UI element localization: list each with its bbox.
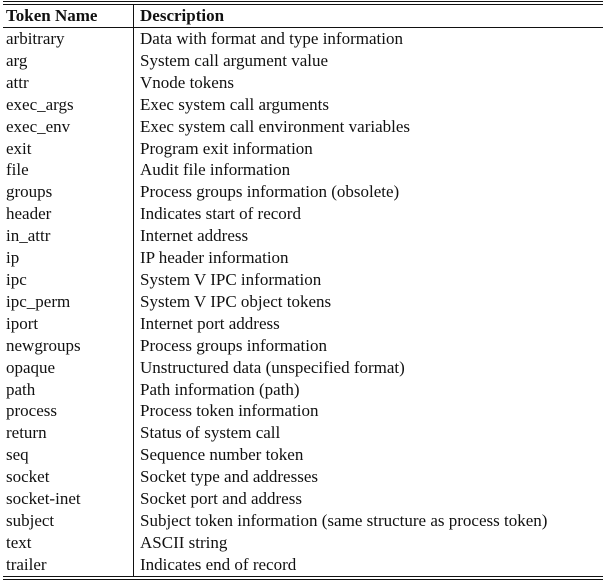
token-name-cell: socket — [3, 466, 134, 488]
token-name-cell: file — [3, 159, 134, 181]
header-description: Description — [140, 6, 225, 25]
table-row — [3, 400, 603, 422]
token-name-cell: socket-inet — [3, 488, 134, 510]
token-name-cell: ipc_perm — [3, 291, 134, 313]
token-name-cell: path — [3, 379, 134, 401]
token-name-cell: arg — [3, 50, 134, 72]
description-cell: Indicates end of record — [140, 554, 297, 574]
token-name-cell: ipc — [3, 269, 134, 291]
description-cell: System V IPC object tokens — [140, 291, 332, 311]
token-name-cell: opaque — [3, 357, 134, 379]
header-row — [3, 5, 603, 27]
token-name-cell: iport — [3, 313, 134, 335]
token-name-cell: attr — [3, 72, 134, 94]
description-cell: Socket type and addresses — [140, 467, 318, 487]
table-body — [3, 28, 603, 576]
description-cell: ASCII string — [140, 532, 228, 552]
table-row — [3, 291, 603, 313]
header-token-name: Token Name — [3, 5, 134, 27]
description-cell: Sequence number token — [140, 445, 304, 465]
description-cell: Indicates start of record — [140, 204, 301, 224]
table-row — [3, 335, 603, 357]
table-row — [3, 466, 603, 488]
token-name-cell: exec_args — [3, 94, 134, 116]
table-row — [3, 488, 603, 510]
table-header — [3, 5, 603, 27]
token-name-cell: groups — [3, 181, 134, 203]
table-row — [3, 181, 603, 203]
description-cell: Socket port and address — [140, 489, 302, 509]
table-row — [3, 159, 603, 181]
token-name-cell: ip — [3, 247, 134, 269]
table-row — [3, 28, 603, 50]
table-row — [3, 138, 603, 160]
description-cell: Process token information — [140, 401, 319, 421]
description-cell: Exec system call arguments — [140, 94, 329, 114]
token-name-cell: newgroups — [3, 335, 134, 357]
table-row — [3, 357, 603, 379]
token-table — [3, 5, 603, 27]
table-row — [3, 94, 603, 116]
bottom-rule — [3, 579, 603, 580]
table-row — [3, 422, 603, 444]
description-cell: Exec system call environment variables — [140, 116, 411, 136]
table-row — [3, 50, 603, 72]
token-name-cell: text — [3, 532, 134, 554]
description-cell: Internet port address — [140, 313, 280, 333]
table-row — [3, 203, 603, 225]
description-cell: Path information (path) — [140, 379, 300, 399]
description-cell: Status of system call — [140, 423, 281, 443]
token-name-cell: return — [3, 422, 134, 444]
description-cell: System V IPC information — [140, 269, 322, 289]
token-name-cell: exit — [3, 138, 134, 160]
token-name-cell: subject — [3, 510, 134, 532]
token-name-cell: exec_env — [3, 116, 134, 138]
description-cell: Process groups information — [140, 335, 327, 355]
top-rule — [3, 1, 603, 2]
token-name-cell: process — [3, 400, 134, 422]
description-cell: Subject token information (same structure as process token) — [140, 510, 548, 530]
table-row — [3, 379, 603, 401]
table-row — [3, 554, 603, 576]
token-name-cell: header — [3, 203, 134, 225]
description-cell: Data with format and type information — [140, 29, 403, 48]
token-name-cell: seq — [3, 444, 134, 466]
description-cell: System call argument value — [140, 50, 329, 70]
table-row — [3, 510, 603, 532]
description-cell: Unstructured data (unspecified format) — [140, 357, 405, 377]
table-row — [3, 225, 603, 247]
description-cell: Internet address — [140, 226, 249, 246]
token-name-cell: arbitrary — [3, 28, 134, 50]
description-cell: Process groups information (obsolete) — [140, 182, 400, 202]
bottom-rule-inner — [3, 576, 603, 577]
token-name-cell: in_attr — [3, 225, 134, 247]
description-cell: Vnode tokens — [140, 72, 234, 92]
table-row — [3, 532, 603, 554]
table-row — [3, 313, 603, 335]
table-row — [3, 247, 603, 269]
token-table-container — [3, 0, 603, 580]
table-row — [3, 116, 603, 138]
table-row — [3, 72, 603, 94]
description-cell: Program exit information — [140, 138, 313, 158]
token-table-body — [3, 28, 603, 576]
table-row — [3, 269, 603, 291]
description-cell: IP header information — [140, 248, 289, 268]
table-row — [3, 444, 603, 466]
token-name-cell: trailer — [3, 554, 134, 576]
description-cell: Audit file information — [140, 160, 291, 180]
